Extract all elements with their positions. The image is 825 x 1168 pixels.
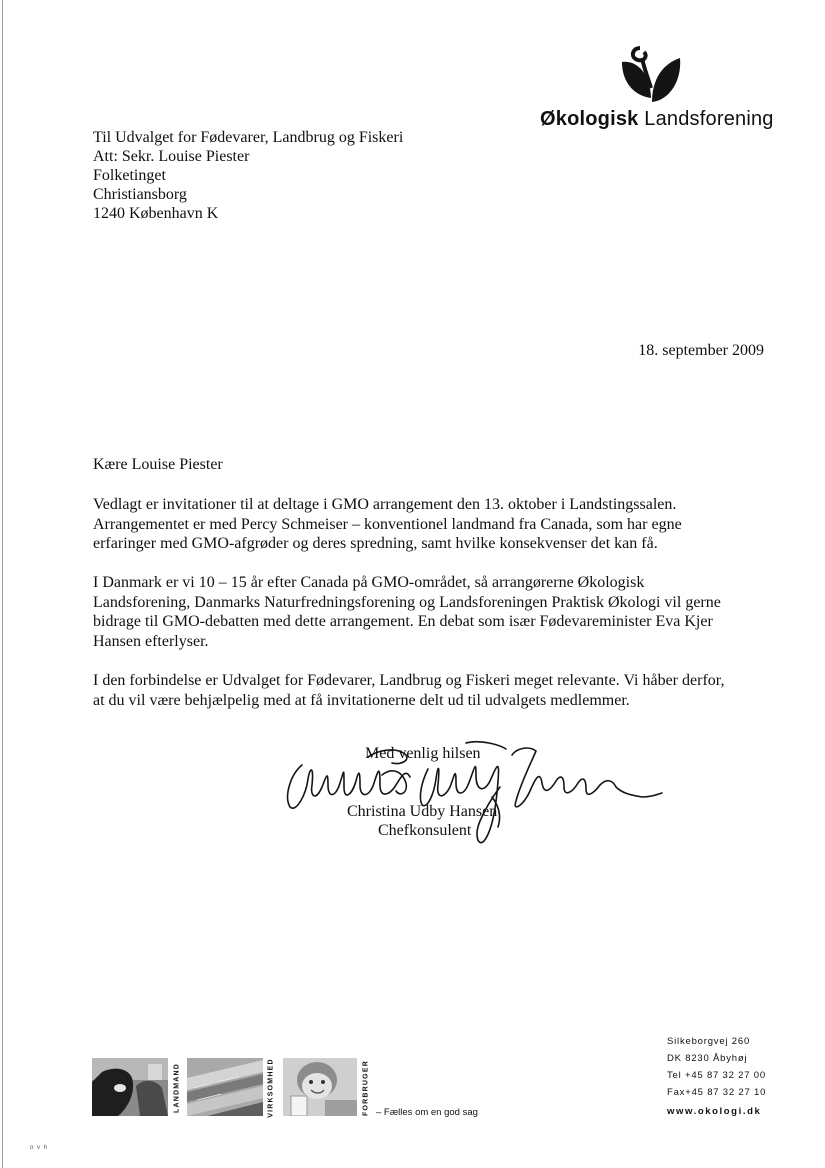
contact-website[interactable]: www.okologi.dk [667,1106,762,1117]
paragraph-line: I den forbindelse er Udvalget for Fødevarer, Landbrug og Fiskeri meget relevante. Vi håber derfor, [93,672,725,689]
logo-wordmark [540,108,774,131]
address-line: Til Udvalget for Fødevarer, Landbrug og Fiskeri [93,129,404,146]
salutation: Kære Louise Piester [93,456,223,473]
paragraph-line: Hansen efterlyser. [93,632,209,650]
footer-label-text: FORBRUGER [362,1060,370,1116]
child-drinking-photo [283,1058,357,1116]
paragraph-line: I Danmark er vi 10 – 15 år efter Canada på GMO-området, så arrangørerne Økologisk [93,574,645,591]
paragraph-line: Vedlagt er invitationer til at deltage i GMO arrangement den 13. oktober i Landstingssalen. [93,496,677,513]
body-paragraph-2 [93,573,773,651]
address-line: Att: Sekr. Louise Piester [93,148,250,165]
contact-block [667,1033,766,1120]
letter-date: 18. september 2009 [638,342,764,359]
logo-name-regular: Landsforening [644,108,774,130]
paragraph-line: Landsforening, Danmarks Naturfredningsforening og Landsforeningen Praktisk Økologi vil gerne [93,593,721,611]
body-paragraph-1 [93,495,773,554]
footer-label-text: VIRKSOMHED [267,1058,275,1118]
footer-tagline: – Fælles om en god sag [376,1107,478,1118]
contact-street: Silkeborgvej 260 [667,1036,751,1047]
closing-phrase: Med venlig hilsen [365,745,481,762]
margin-rule [2,0,3,1168]
organization-logo [540,44,780,134]
footer-label-text: LANDMAND [173,1062,181,1114]
paragraph-line: erfaringer med GMO-afgrøder og deres spredning, samt hvilke konsekvenser det kan få. [93,535,658,552]
signer-name: Christina Udby Hansen [347,803,498,820]
contact-city: DK 8230 Åbyhøj [667,1053,748,1064]
paragraph-line: bidrage til GMO-debatten med dette arrangement. En debat som især Fødevareminister Eva Kjer [93,613,713,630]
logo-name-bold: Økologisk [540,108,639,130]
greenhouse-photo [187,1058,263,1116]
handwritten-signature [280,735,665,855]
farmer-cow-photo [92,1058,168,1116]
contact-fax: Fax+45 87 32 27 10 [667,1087,767,1098]
body-paragraph-3 [93,671,773,710]
footer-label-forbruger [359,1058,373,1118]
signer-title: Chefkonsulent [378,822,472,839]
address-line: Folketinget [93,167,166,184]
sprout-leaf-icon [618,44,684,106]
address-line: Christiansborg [93,186,187,203]
paragraph-line: Arrangementet er med Percy Schmeiser – konventionel landmand fra Canada, som har egne [93,515,682,533]
footer-label-landmand [170,1058,184,1118]
paragraph-line: at du vil være behjælpelig med at få invitationerne delt ud til udvalgets medlemmer. [93,691,630,709]
recipient-address [93,128,403,223]
contact-phone: Tel +45 87 32 27 00 [667,1070,766,1081]
footer-mark: o v h [30,1145,49,1151]
address-line: 1240 København K [93,205,219,222]
footer-label-virksomhed [264,1058,278,1118]
